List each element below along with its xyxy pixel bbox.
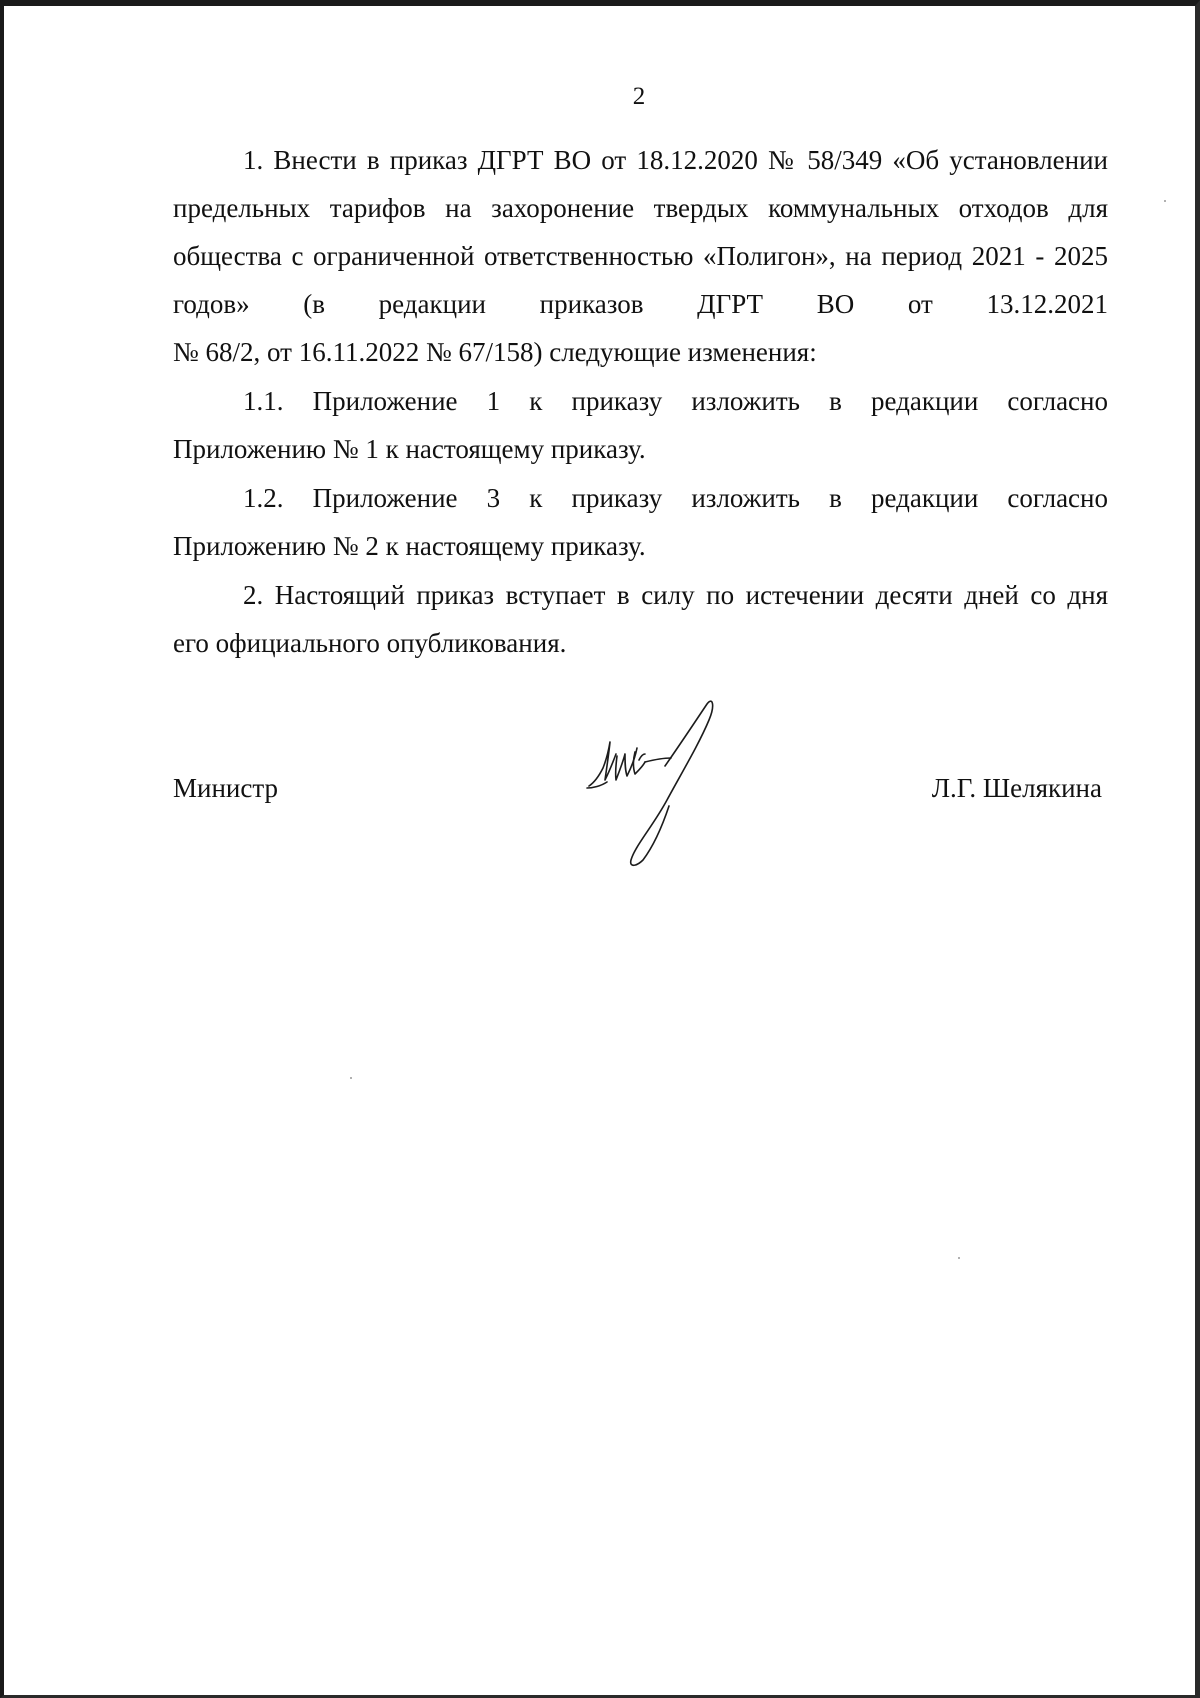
paragraph-line: предельных тарифов на захоронение твердых коммунальных отходов для <box>173 193 1108 223</box>
scan-speck <box>1164 200 1166 202</box>
paragraph-line: Приложению № 1 к настоящему приказу. <box>173 434 646 464</box>
paragraph-line: годов» (в редакции приказов ДГРТ ВО от 13.12.2021 <box>173 289 1108 319</box>
signatory-name: Л.Г. Шелякина <box>931 773 1102 803</box>
scan-speck <box>958 1257 960 1259</box>
signatory-title: Министр <box>173 773 278 803</box>
paragraph-line: № 68/2, от 16.11.2022 № 67/158) следующие изменения: <box>173 337 817 367</box>
paragraph-line: общества с ограниченной ответственностью «Полигон», на период 2021 - 2025 <box>173 241 1108 271</box>
paragraph-line: его официального опубликования. <box>173 628 567 658</box>
signature-block <box>173 696 1108 896</box>
scan-speck <box>350 1077 352 1079</box>
paragraph-1 <box>173 136 1108 376</box>
paragraph-1-2 <box>173 474 1108 570</box>
document-body <box>173 136 1108 667</box>
paragraph-2 <box>173 571 1108 667</box>
paragraph-line: 2. Настоящий приказ вступает в силу по истечении десяти дней со дня <box>243 580 1108 610</box>
paragraph-line: Приложению № 2 к настоящему приказу. <box>173 531 646 561</box>
paragraph-line: 1.2. Приложение 3 к приказу изложить в редакции согласно <box>243 483 1108 513</box>
paragraph-line: 1. Внести в приказ ДГРТ ВО от 18.12.2020 № 58/349 «Об установлении <box>243 145 1108 175</box>
handwritten-signature <box>583 696 733 886</box>
paragraph-line: 1.1. Приложение 1 к приказу изложить в редакции согласно <box>243 386 1108 416</box>
page-number: 2 <box>632 83 646 110</box>
paragraph-1-1 <box>173 377 1108 473</box>
